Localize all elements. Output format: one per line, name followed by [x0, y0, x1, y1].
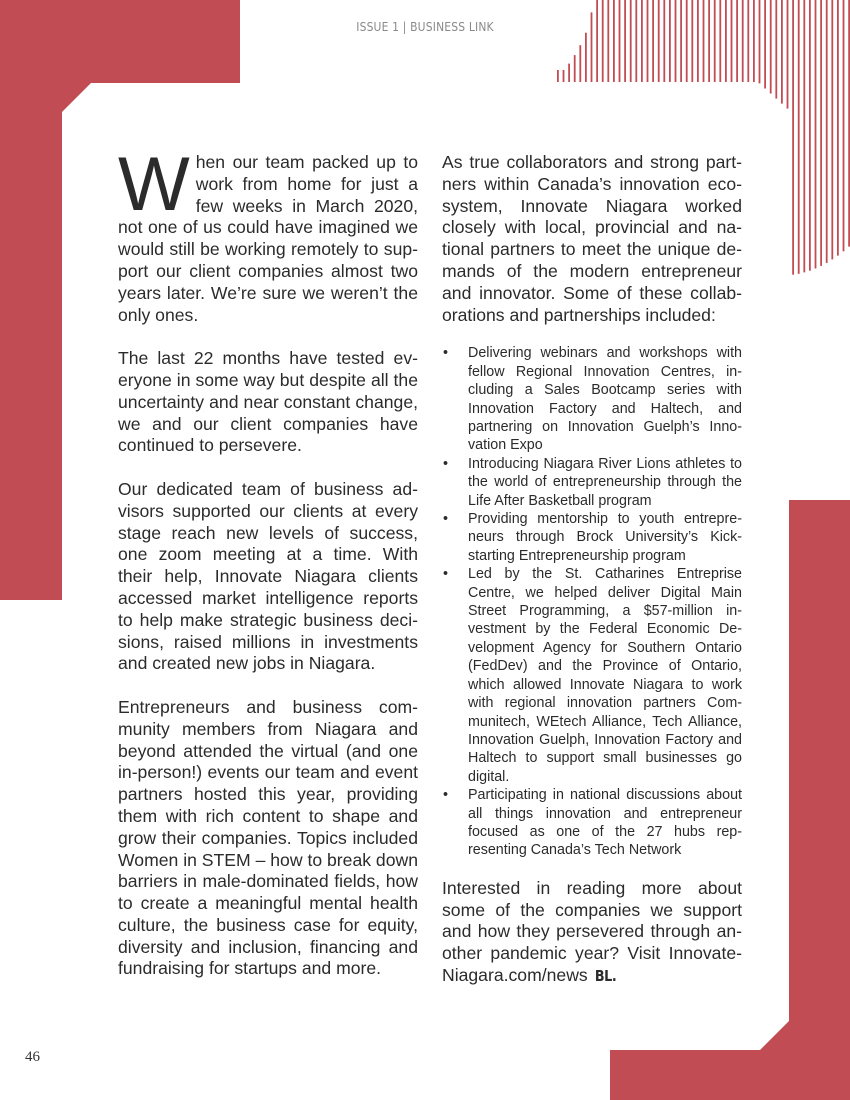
paragraph-events: Entrepreneurs and business community members from Niagara and beyond attended the virtual (and one in-person!) events our team and event partners hosted this year, providing them with rich content to shape and grow their companies. Topics included Women in STEM – how to break down barriers in male-dominated fields, how to create a meaningful mental health culture, the business case for equity, diversity and inclusion, financing and fundraising for startups and more.	[118, 696, 418, 979]
bullet-icon: •	[443, 511, 449, 528]
bullet-icon: •	[443, 787, 449, 804]
bullet-icon: •	[443, 345, 449, 362]
running-header: ISSUE 1 | BUSINESS LINK	[356, 19, 494, 34]
bullet-icon: •	[443, 455, 449, 472]
list-item: • Introducing Niagara River Lions athletes to the world of entrepreneurship through the Life After Basketball program	[443, 455, 742, 509]
closing-paragraph: Interested in reading more about some of the companies we support and how they persevered through another pandemic year? Visit Innovate-Niagara.com/news BL.	[442, 878, 742, 988]
paragraph-persevere: The last 22 months have tested everyone in some way but despite all the uncertainty and near constant change, we and our client companies have continued to persevere.	[118, 348, 418, 456]
bullet-icon: •	[443, 566, 449, 583]
paragraph-advisors: Our dedicated team of business advisors supported our clients at every stage reach new levels of success, one zoom meeting at a time. With their help, Innovate Niagara clients accessed market intelligence reports to help make strategic business decisions, raised millions in investments and created new jobs in Niagara.	[118, 478, 418, 674]
collaborations-intro: As true collaborators and strong partners within Canada’s innovation ecosystem, Innovate Niagara worked closely with local, provincial and national partners to meet the unique demands of the modern entrepreneur and innovator. Some of these collaborations and partnerships included:	[442, 152, 742, 325]
end-mark: BL.	[594, 966, 616, 985]
left-column	[118, 142, 418, 1002]
partnerships-list	[442, 344, 742, 859]
list-item: • Participating in national discussions about all things innovation and entrepreneur focused as one of the 27 hubs representing Canada’s Tech Network	[443, 787, 742, 859]
drop-cap: W	[118, 142, 190, 227]
intro-paragraph: When our team packed up to work from home for just a few weeks in March 2020, not one of us could have imagined we would still be working remotely to support our client companies almost two years later. We’re sure we weren’t the only ones.	[118, 142, 418, 325]
page-number: 46	[25, 1049, 40, 1065]
list-item: • Providing mentorship to youth entrepreneurs through Brock University’s Kickstarting Entrepreneurship program	[443, 511, 742, 564]
list-item: • Led by the St. Catharines Entreprise Centre, we helped deliver Digital Main Street Programming, a $57-million investment by the Federal Economic Development Agency for Southern Ontario (FedDev) and the Province of Ontario, which allowed Innovate Niagara to work with regional innovation partners Communitech, WEtech Alliance, Tech Alliance, Innovation Guelph, Innovation Factory and Haltech to support small businesses go digital.	[443, 566, 742, 785]
right-column	[442, 152, 742, 1010]
list-item: • Delivering webinars and workshops with fellow Regional Innovation Centres, including a Sales Bootcamp series with Innovation Factory and Haltech, and partnering on Innovation Guelph’s Innovation Expo	[443, 345, 742, 454]
